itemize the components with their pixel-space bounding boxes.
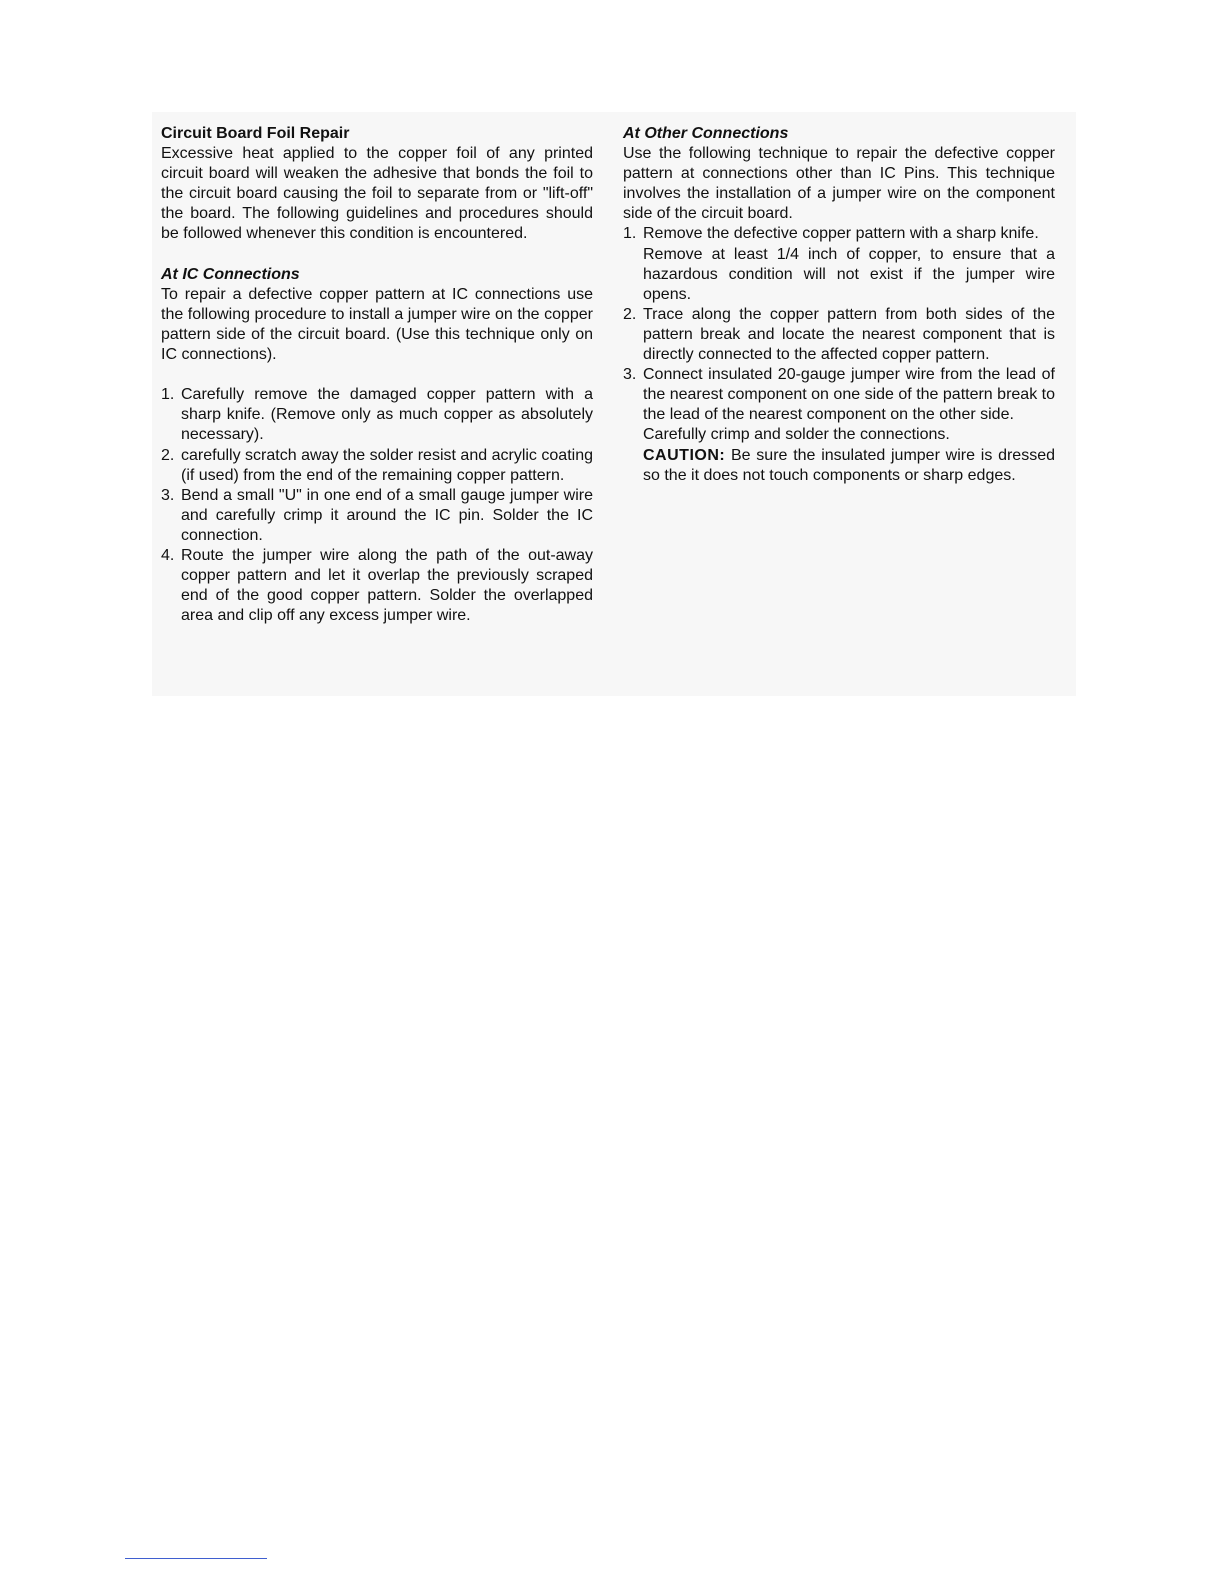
step-text: Carefully remove the damaged copper pattern with a sharp knife. (Remove only as much copper as absolutely necessary).: [181, 386, 593, 444]
list-item: [623, 365, 1055, 486]
list-item: [161, 446, 593, 486]
list-item: [161, 486, 593, 546]
step-text: carefully scratch away the solder resist and acrylic coating (if used) from the end of the remaining copper pattern.: [181, 446, 593, 484]
list-item: [623, 224, 1055, 304]
step-text: Connect insulated 20-gauge jumper wire from the lead of the nearest component on one side of the pattern break to the lead of the nearest component on the other side.: [643, 366, 1055, 424]
step-note: Remove at least 1/4 inch of copper, to ensure that a hazardous condition will not exist if the jumper wire opens.: [643, 245, 1055, 303]
ic-connections-intro: To repair a defective copper pattern at IC connections use the following procedure to install a jumper wire on the copper pattern side of the circuit board. (Use this technique only on IC connections).: [161, 285, 593, 364]
other-steps-list: [623, 224, 1055, 485]
step-note: Carefully crimp and solder the connections.: [643, 426, 950, 444]
step-number: 1.: [623, 225, 637, 243]
right-column: [623, 124, 1055, 486]
caution-label: CAUTION:: [643, 446, 726, 464]
other-connections-intro: Use the following technique to repair the defective copper pattern at connections other than IC Pins. This technique involves the installation of a jumper wire on the component side of the circuit board.: [623, 145, 1055, 223]
footnote-rule: [125, 1558, 267, 1559]
step-number: 3.: [623, 366, 637, 384]
step-text: Bend a small "U" in one end of a small gauge jumper wire and carefully crimp it around the IC pin. Solder the IC connection.: [181, 486, 593, 544]
caution-note: [643, 446, 1055, 486]
step-number: 3.: [161, 486, 175, 504]
step-number: 2.: [161, 446, 175, 464]
intro-paragraph: Excessive heat applied to the copper foil of any printed circuit board will weaken the adhesive that bonds the foil to the circuit board causing the foil to separate from or "lift-off" the board. The following guidelines and procedures should be followed whenever this condition is encountered.: [161, 145, 593, 243]
list-item: [161, 385, 593, 445]
ic-connections-heading: At IC Connections: [161, 265, 300, 283]
step-text: Trace along the copper pattern from both sides of the pattern break and locate the nearest component that is directly connected to the affected copper pattern.: [643, 305, 1055, 364]
step-number: 2.: [623, 305, 637, 323]
step-text: Remove the defective copper pattern with a sharp knife.: [643, 225, 1039, 243]
caution-text: Be sure the insulated jumper wire is dressed so the it does not touch components or sharp edges.: [643, 446, 1055, 484]
step-number: 4.: [161, 546, 175, 564]
list-item: [161, 546, 593, 626]
section-title: Circuit Board Foil Repair: [161, 125, 350, 142]
step-text: Route the jumper wire along the path of the out-away copper pattern and let it overlap the previously scraped end of the good copper pattern. Solder the overlapped area and clip off any excess jumper wire.: [181, 546, 593, 625]
ic-steps-list: [161, 385, 593, 626]
other-connections-heading: At Other Connections: [623, 125, 789, 142]
list-item: [623, 305, 1055, 365]
step-number: 1.: [161, 386, 175, 404]
left-column: [161, 124, 593, 626]
